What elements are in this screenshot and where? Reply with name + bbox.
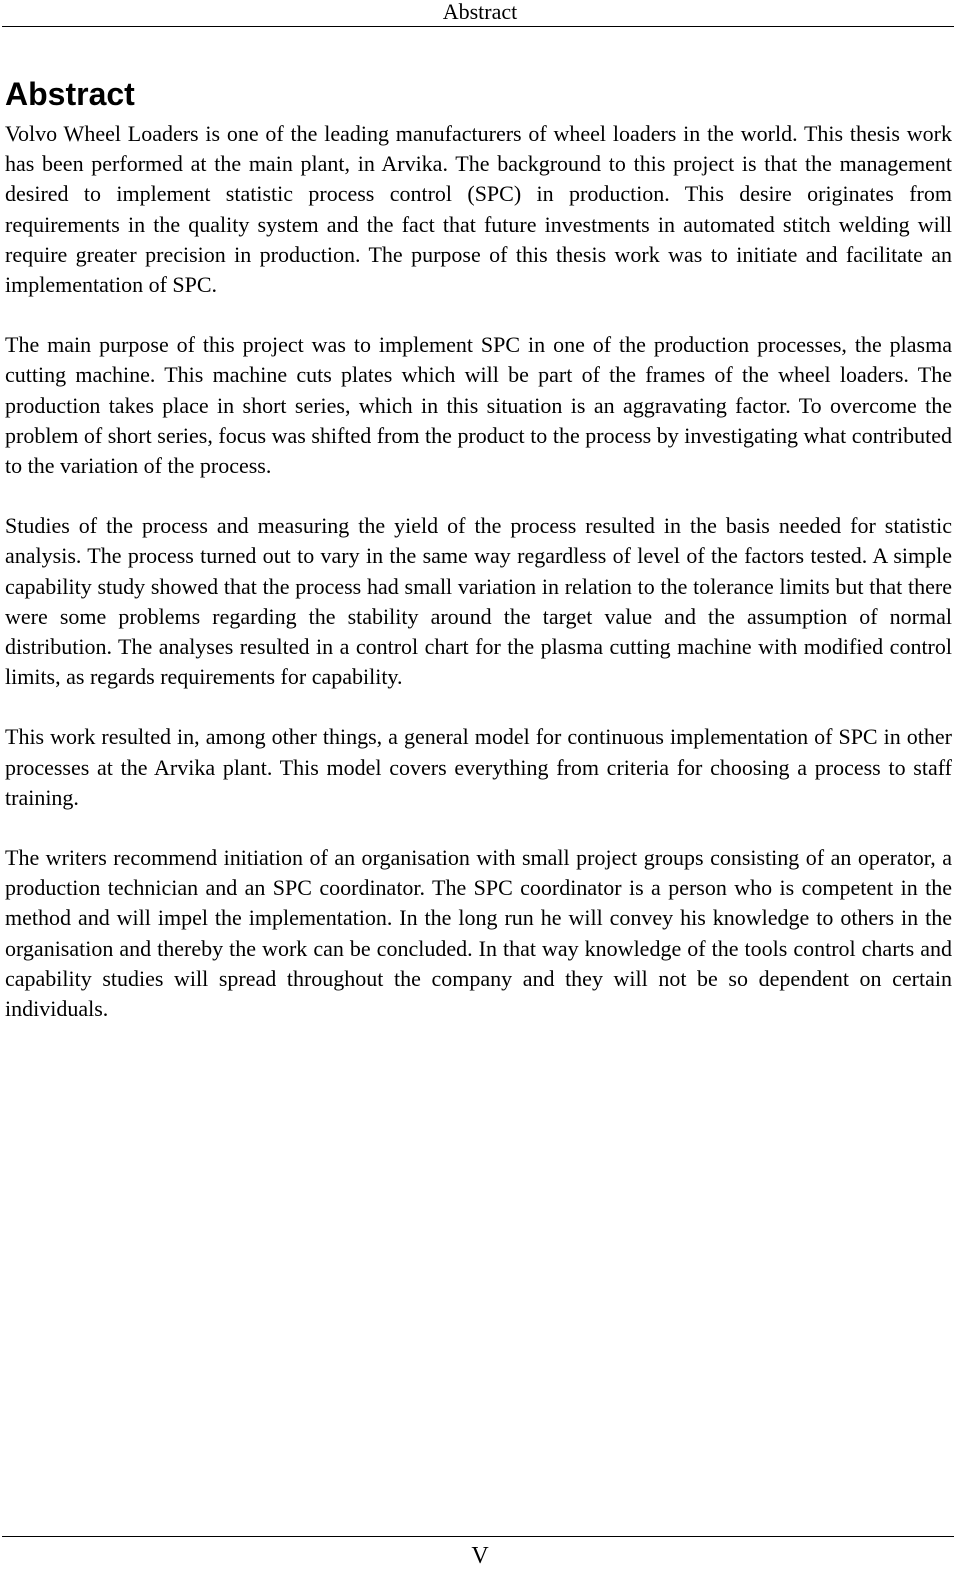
footer-divider: [2, 1536, 954, 1537]
section-title: Abstract: [5, 76, 135, 112]
abstract-paragraph-2: The main purpose of this project was to implement SPC in one of the production processes, the plasma cutting machine. This machine cuts plates which will be part of the frames of the wheel loaders. The production takes place in short series, which in this situation is an aggravating factor. To overcome the problem of short series, focus was shifted from the product to the process by investigating what contributed to the variation of the process.: [5, 332, 952, 479]
page-body: [5, 72, 952, 1054]
abstract-paragraph-4: This work resulted in, among other things, a general model for continuous implementation of SPC in other processes at the Arvika plant. This model covers everything from criteria for choosing a process to staff training.: [5, 724, 952, 810]
header-divider: [2, 26, 954, 27]
page-number: V: [471, 1543, 489, 1569]
abstract-paragraph-3: Studies of the process and measuring the yield of the process resulted in the basis needed for statistic analysis. The process turned out to vary in the same way regardless of level of the factors tested. A simple capability study showed that the process had small variation in relation to the tolerance limits but that there were some problems regarding the stability around the target value and the assumption of normal distribution. The analyses resulted in a control chart for the plasma cutting machine with modified control limits, as regards requirements for capability.: [5, 513, 952, 690]
running-header: Abstract: [442, 0, 518, 24]
abstract-paragraph-5: The writers recommend initiation of an organisation with small project groups consisting of an operator, a production technician and an SPC coordinator. The SPC coordinator is a person who is competent in the method and will impel the implementation. In the long run he will convey his knowledge to others in the organisation and thereby the work can be concluded. In that way knowledge of the tools control charts and capability studies will spread throughout the company and they will not be so dependent on certain individuals.: [5, 845, 952, 1022]
abstract-paragraph-1: Volvo Wheel Loaders is one of the leading manufacturers of wheel loaders in the world. This thesis work has been performed at the main plant, in Arvika. The background to this project is that the management desired to implement statistic process control (SPC) in production. This desire originates from requirements in the quality system and the fact that future investments in automated stitch welding will require greater precision in production. The purpose of this thesis work was to initiate and facilitate an implementation of SPC.: [5, 121, 952, 298]
